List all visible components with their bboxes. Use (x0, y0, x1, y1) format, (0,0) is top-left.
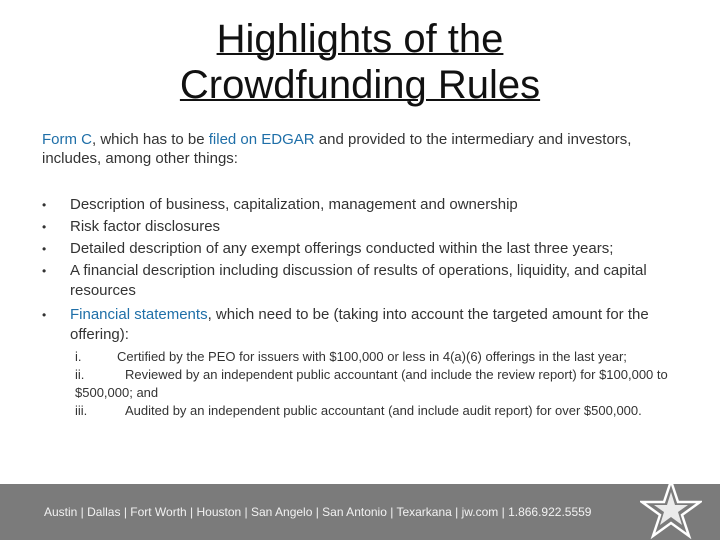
footer-bar (0, 484, 720, 540)
list-item-text: A financial description including discussion of results of operations, liquidity, and capital resources (70, 262, 647, 299)
list-item-text: Description of business, capitalization, management and ownership (70, 196, 518, 213)
list-item-text: Detailed description of any exempt offerings conducted within the last three years; (70, 240, 614, 257)
list-item (42, 239, 672, 259)
intro-paragraph (42, 130, 682, 168)
bullet-icon: • (42, 264, 47, 278)
intro-text-2: and provided to the intermediary and investors, includes, among other things: (42, 131, 632, 167)
form-c-term: Form C (42, 131, 92, 148)
sub-item-number: ii. (75, 367, 85, 382)
page-title (0, 16, 720, 108)
footer-contact-text: Austin | Dallas | Fort Worth | Houston | San Angelo | San Antonio | Texarkana | jw.com | 1.866.922.5559 (44, 505, 592, 519)
bullet-icon: • (42, 198, 47, 212)
list-item-text: , which need to be (taking into account the targeted amount for the offering): (70, 306, 649, 343)
list-item (42, 217, 672, 237)
title-line-1: Highlights of the (216, 17, 504, 61)
financial-statements-term: Financial statements (70, 306, 208, 323)
star-logo-icon (640, 478, 702, 540)
sub-item-number: iii. (75, 403, 88, 418)
bullet-icon: • (42, 220, 47, 234)
list-item (42, 261, 672, 301)
intro-text-1: , which has to be (92, 131, 209, 148)
bullet-icon: • (42, 308, 47, 322)
filed-on-edgar-term: filed on EDGAR (208, 131, 315, 148)
sub-item-text: Audited by an independent public accountant (and include audit report) for over $500,000. (125, 403, 642, 418)
requirements-list (42, 195, 672, 347)
list-item-text: Risk factor disclosures (70, 218, 221, 235)
sub-item (75, 348, 695, 366)
title-line-2: Crowdfunding Rules (179, 63, 541, 107)
sub-item (75, 402, 695, 420)
bullet-icon: • (42, 242, 47, 256)
list-item (42, 195, 672, 215)
sub-item (75, 366, 695, 402)
sub-item-text: Reviewed by an independent public accountant (and include the review report) for $100,000 to $500,000; and (75, 367, 668, 400)
financial-statements-sublist (75, 348, 695, 420)
sub-item-number: i. (75, 349, 82, 364)
sub-item-text: Certified by the PEO for issuers with $100,000 or less in 4(a)(6) offerings in the last year; (117, 349, 627, 364)
list-item (42, 305, 672, 345)
